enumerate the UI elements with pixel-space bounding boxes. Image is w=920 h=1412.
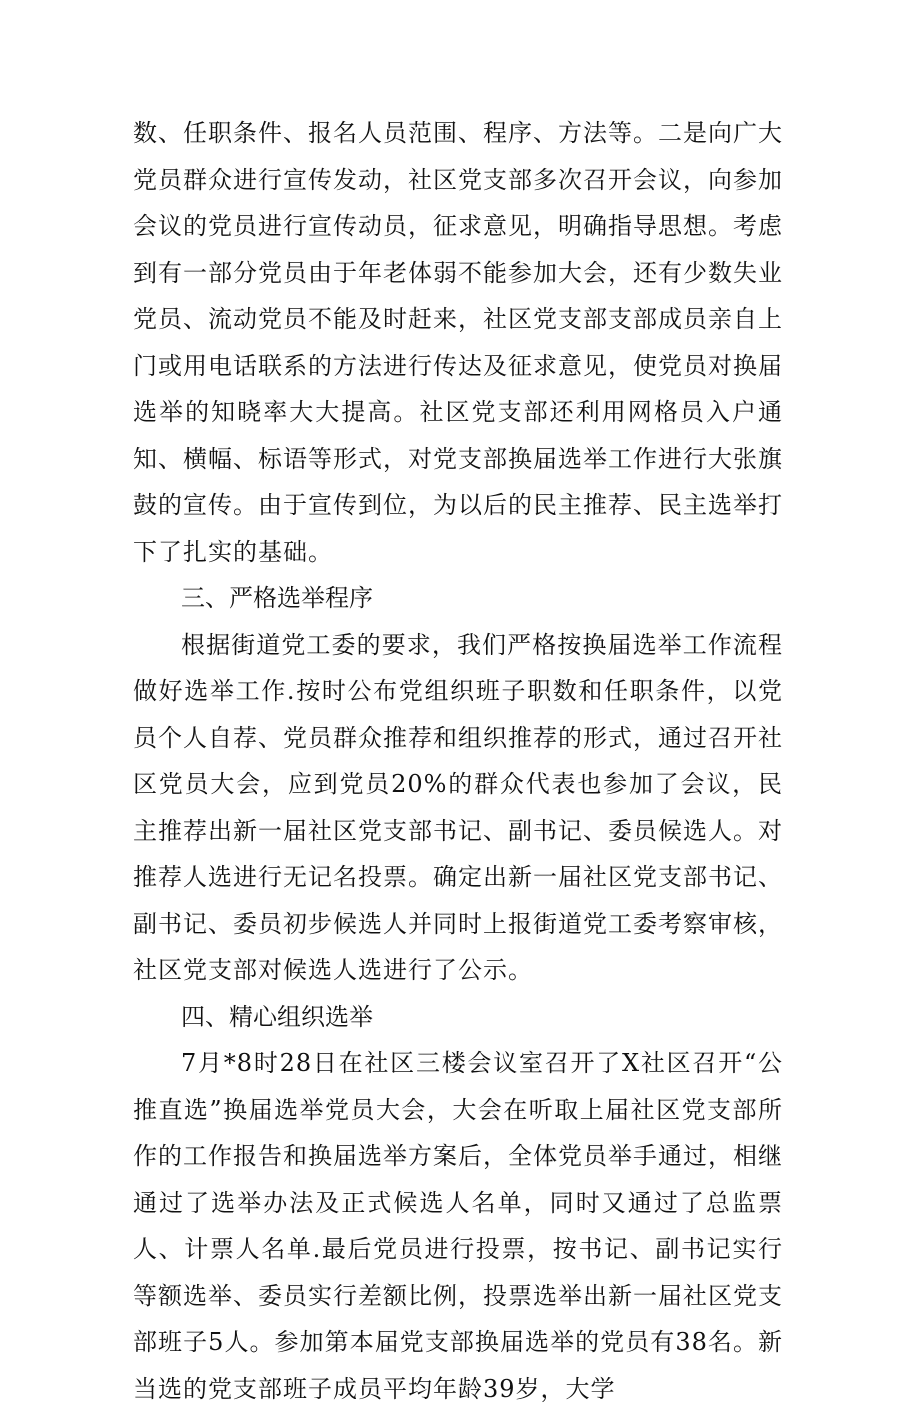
paragraph-election-procedure: 根据街道党工委的要求，我们严格按换届选举工作流程做好选举工作.按时公布党组织班子职数和任职条件，以党员个人自荐、党员群众推荐和组织推荐的形式，通过召开社区党员大会，应到党员20%的群众代表也参加了会议，民主推荐出新一届社区党支部书记、副书记、委员候选人。对推荐人选进行无记名投票。确定出新一届社区党支部书记、副书记、委员初步候选人并同时上报街道党工委考察审核，社区党支部对候选人选进行了公示。: [133, 630, 783, 984]
paragraph-election-organization: 7月*8时28日在社区三楼会议室召开了X社区召开“公推直选”换届选举党员大会，大会在听取上届社区党支部所作的工作报告和换届选举方案后，全体党员举手通过，相继通过了选举办法及正式候选人名单，同时又通过了总监票人、计票人名单.最后党员进行投票，按书记、副书记实行等额选举、委员实行差额比例，投票选举出新一届社区党支部班子5人。参加第本届党支部换届选举的党员有38名。新当选的党支部班子成员平均年龄39岁，大学: [133, 1049, 783, 1403]
document-body: [133, 110, 783, 1412]
section-heading-4: 四、精心组织选举: [181, 1002, 373, 1031]
paragraph-continued: 数、任职条件、报名人员范围、程序、方法等。二是向广大党员群众进行宣传发动，社区党支部多次召开会议，向参加会议的党员进行宣传动员，征求意见，明确指导思想。考虑到有一部分党员由于年老体弱不能参加大会，还有少数失业党员、流动党员不能及时赶来，社区党支部支部成员亲自上门或用电话联系的方法进行传达及征求意见，使党员对换届选举的知晓率大大提高。社区党支部还利用网格员入户通知、横幅、标语等形式，对党支部换届选举工作进行大张旗鼓的宣传。由于宣传到位，为以后的民主推荐、民主选举打下了扎实的基础。: [133, 119, 783, 566]
section-heading-3: 三、严格选举程序: [181, 584, 373, 612]
